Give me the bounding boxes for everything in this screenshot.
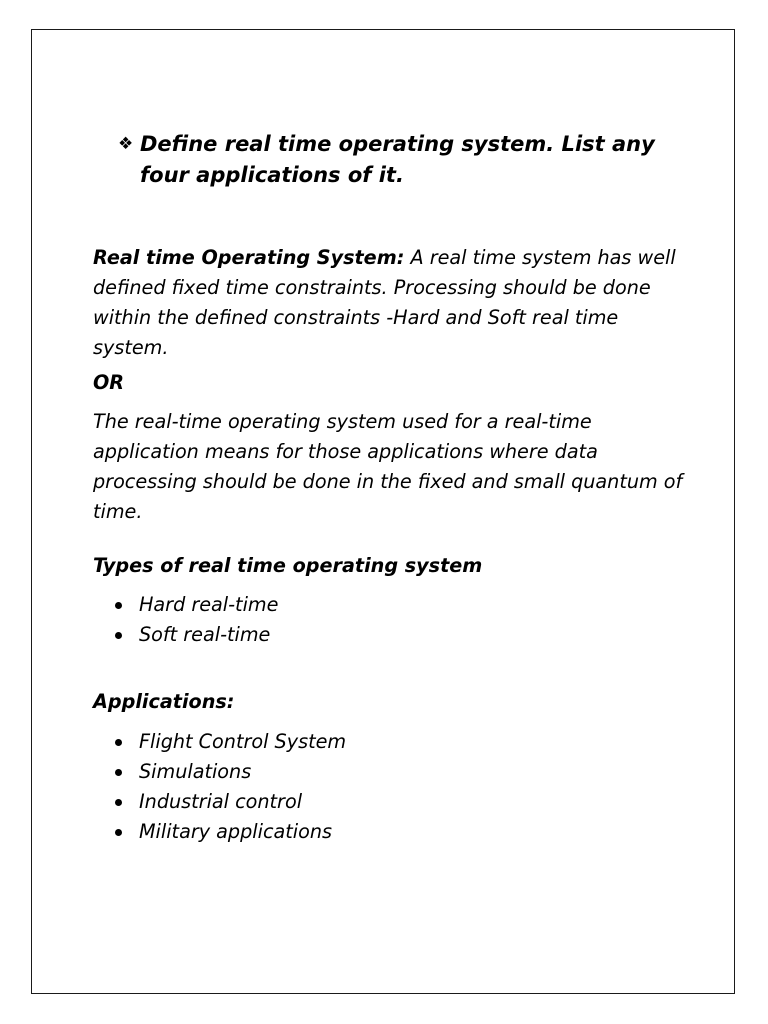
question-text: Define real time operating system. List any four applications of it. (140, 132, 655, 187)
bullet-dot-icon (115, 739, 122, 746)
list-item-text: Soft real-time (139, 623, 271, 646)
bullet-dot-icon (115, 829, 122, 836)
alternate-definition: The real-time operating system used for a real-time application means for those applications where data processing should be done in the fixed and small quantum of time. (93, 410, 683, 523)
definition-term: Real time Operating System: (93, 246, 405, 269)
applications-list (93, 727, 346, 847)
bullet-dot-icon (115, 769, 122, 776)
list-item (93, 817, 346, 847)
types-list (93, 590, 278, 650)
bullet-dot-icon (115, 799, 122, 806)
list-item (93, 727, 346, 757)
applications-heading: Applications: (93, 690, 235, 713)
list-item (93, 787, 346, 817)
question-heading (118, 129, 678, 191)
list-item-text: Hard real-time (139, 593, 279, 616)
types-heading: Types of real time operating system (93, 554, 483, 577)
list-item (93, 590, 278, 620)
list-item-text: Simulations (139, 760, 252, 783)
definition-body: A real time system has well defined fixed time constraints. Processing should be done within the defined constraints -Hard and Soft real time system. (93, 246, 676, 359)
list-item (93, 620, 278, 650)
diamond-bullet-icon: ❖ (118, 134, 134, 154)
list-item-text: Military applications (139, 820, 333, 843)
bullet-dot-icon (115, 632, 122, 639)
list-item-text: Flight Control System (139, 730, 347, 753)
definition-paragraph (93, 243, 683, 363)
bullet-dot-icon (115, 602, 122, 609)
list-item (93, 757, 346, 787)
or-label: OR (93, 371, 125, 394)
list-item-text: Industrial control (139, 790, 303, 813)
